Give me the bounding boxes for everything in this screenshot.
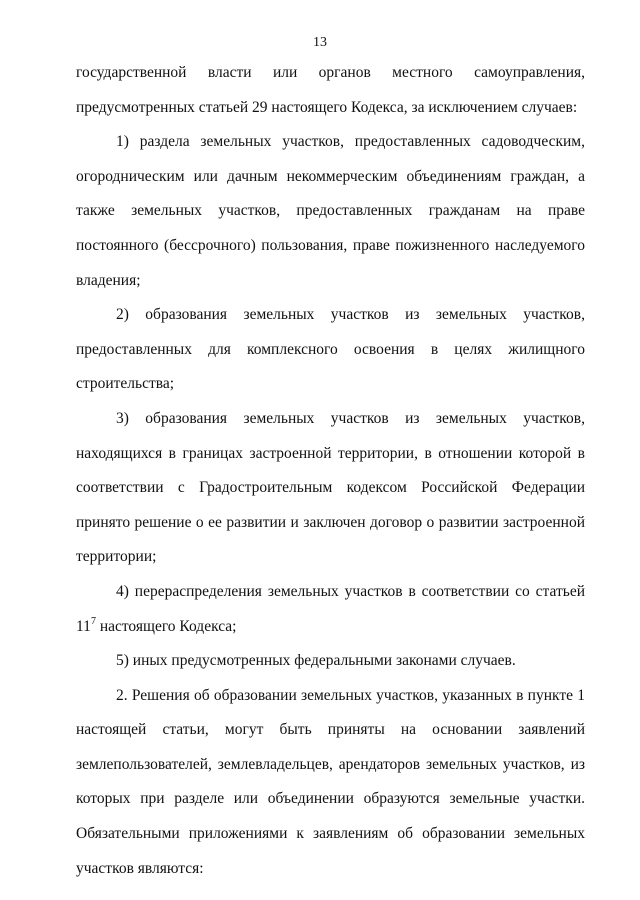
page-number: 13 — [313, 35, 327, 50]
paragraph-item-5: 5) иных предусмотренных федеральными законами случаев. — [116, 652, 516, 670]
paragraph-item-4-tail: настоящего Кодекса; — [95, 617, 237, 635]
article-superscript: 7 — [90, 615, 96, 627]
paragraph-section-2: 2. Решения об образовании земельных участков, указанных в пункте 1 настоящей статьи, могут быть приняты на основании заявлений землепользователей, землевладельцев, арендаторов земельных участков, из которых при разделе или объединении образуются земельные участки. Обязательными приложениями к заявлениям об образовании земельных участков являются: — [76, 686, 585, 877]
document-body — [76, 56, 585, 886]
paragraph-item-4 — [76, 575, 585, 644]
paragraph-item-2: 2) образования земельных участков из земельных участков, предоставленных для комплексного освоения в целях жилищного строительства; — [76, 306, 585, 393]
paragraph-item-1: 1) раздела земельных участков, предоставленных садоводческим, огородническим или дачным некоммерческим объединениям граждан, а также земельных участков, предоставленных гражданам на праве постоянного (бессрочного) пользования, праве пожизненного наследуемого владения; — [76, 133, 585, 289]
paragraph-item-3: 3) образования земельных участков из земельных участков, находящихся в границах застроенной территории, в отношении которой в соответствии с Градостроительным кодексом Российской Федерации принято решение о ее развитии и заключен договор о развитии застроенной территории; — [76, 409, 585, 566]
paragraph-intro: государственной власти или органов местного самоуправления, предусмотренных статьей 29 настоящего Кодекса, за исключением случаев: — [76, 64, 585, 116]
paragraph-item-4-text: 4) перераспределения земельных участков в соответствии со статьей 11 — [76, 582, 585, 635]
